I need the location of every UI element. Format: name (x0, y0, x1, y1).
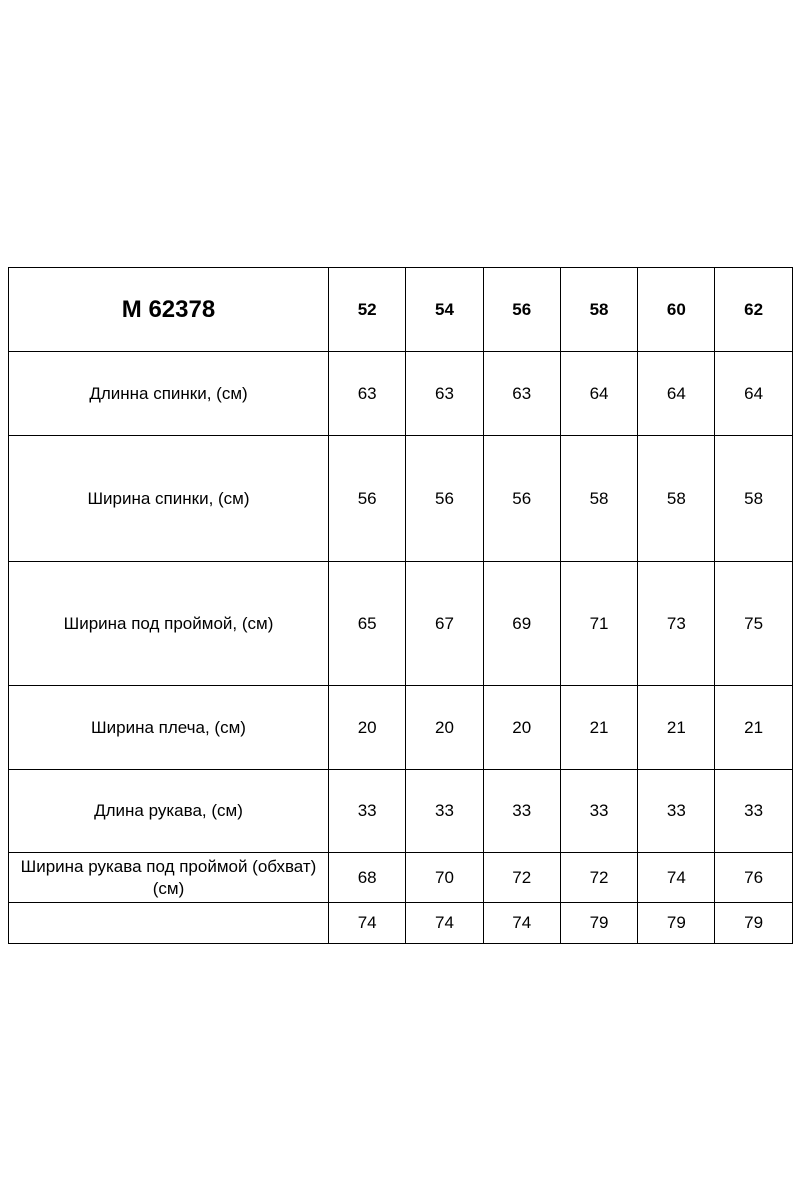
table-cell: 21 (715, 686, 792, 770)
table-cell: 33 (483, 770, 560, 853)
table-row (9, 686, 793, 770)
table-cell: 74 (483, 903, 560, 944)
size-header: 60 (638, 268, 715, 352)
table-row (9, 770, 793, 853)
table-cell: 72 (483, 853, 560, 903)
size-header: 54 (406, 268, 483, 352)
table-cell: 58 (715, 436, 792, 562)
row-label: Длина рукава, (см) (9, 770, 329, 853)
table-cell: 33 (638, 770, 715, 853)
table-cell: 64 (560, 352, 637, 436)
table-cell: 73 (638, 562, 715, 686)
row-label: Ширина рукава под проймой (обхват) (см) (9, 853, 329, 903)
table-cell: 21 (638, 686, 715, 770)
table-cell: 67 (406, 562, 483, 686)
table-cell: 69 (483, 562, 560, 686)
table-cell: 71 (560, 562, 637, 686)
table-cell: 20 (406, 686, 483, 770)
table-cell: 56 (483, 436, 560, 562)
table-cell: 63 (329, 352, 406, 436)
row-label (9, 903, 329, 944)
table-cell: 65 (329, 562, 406, 686)
table-cell: 56 (406, 436, 483, 562)
row-label: Ширина спинки, (см) (9, 436, 329, 562)
size-header: 62 (715, 268, 792, 352)
table-cell: 70 (406, 853, 483, 903)
table-cell: 76 (715, 853, 792, 903)
table-row (9, 352, 793, 436)
table-cell: 58 (638, 436, 715, 562)
table-cell: 79 (638, 903, 715, 944)
table-cell: 68 (329, 853, 406, 903)
table-row (9, 436, 793, 562)
table-cell: 33 (329, 770, 406, 853)
table-cell: 72 (560, 853, 637, 903)
table-cell: 74 (406, 903, 483, 944)
size-header: 58 (560, 268, 637, 352)
row-label: Длинна спинки, (см) (9, 352, 329, 436)
table-cell: 58 (560, 436, 637, 562)
table-cell: 33 (406, 770, 483, 853)
table-row (9, 562, 793, 686)
size-chart-table (8, 267, 793, 944)
table-cell: 56 (329, 436, 406, 562)
table-cell: 75 (715, 562, 792, 686)
size-header: 56 (483, 268, 560, 352)
table-cell: 63 (483, 352, 560, 436)
table-row (9, 903, 793, 944)
table-cell: 20 (483, 686, 560, 770)
size-header: 52 (329, 268, 406, 352)
table-cell: 21 (560, 686, 637, 770)
table-cell: 74 (329, 903, 406, 944)
table-cell: 33 (715, 770, 792, 853)
table-row (9, 853, 793, 903)
table-cell: 33 (560, 770, 637, 853)
table-cell: 74 (638, 853, 715, 903)
table-cell: 63 (406, 352, 483, 436)
row-label: Ширина под проймой, (см) (9, 562, 329, 686)
row-label: Ширина плеча, (см) (9, 686, 329, 770)
header-row (9, 268, 793, 352)
table-cell: 64 (715, 352, 792, 436)
table-cell: 79 (715, 903, 792, 944)
model-number: M 62378 (9, 268, 329, 352)
table-cell: 64 (638, 352, 715, 436)
table-cell: 79 (560, 903, 637, 944)
table-cell: 20 (329, 686, 406, 770)
